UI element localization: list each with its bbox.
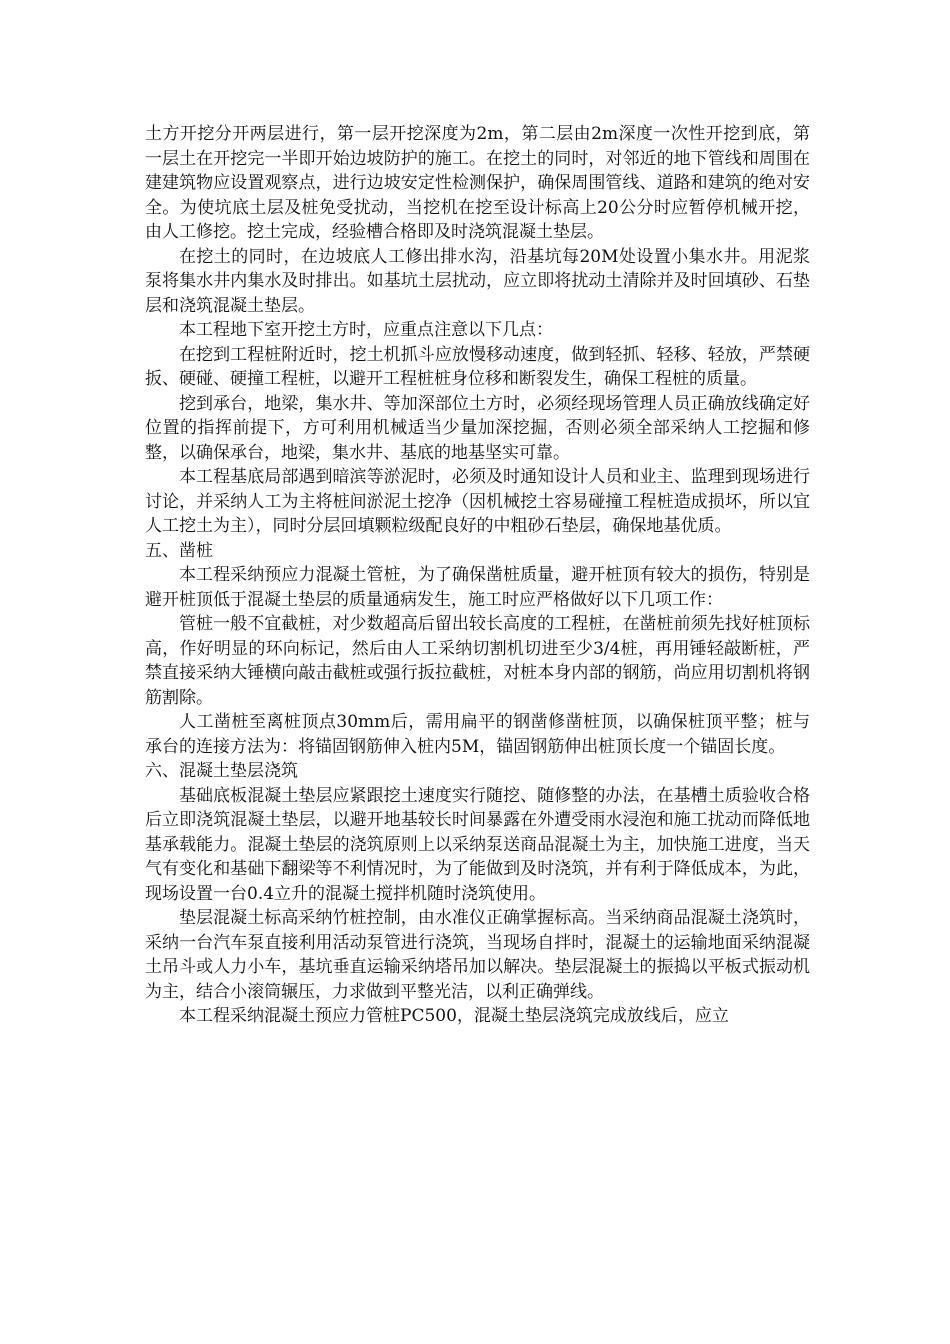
paragraph-3: 本工程地下室开挖土方时，应重点注意以下几点： [179,320,553,340]
paragraph-9: 人工凿桩至离桩顶点30mm后，需用扁平的钢凿修凿桩顶，以确保桩顶平整；桩与承台的连接方法为：将锚固钢筋伸入桩内5M，锚固钢筋伸出桩顶长度一个锚固长度。 [145,712,810,757]
paragraph-4: 在挖到工程桩附近时，挖土机抓斗应放慢移动速度，做到轻抓、轻移、轻放，严禁硬扳、硬碰、硬撞工程桩，以避开工程桩桩身位移和断裂发生，确保工程桩的质量。 [145,344,810,389]
paragraph-2: 在挖土的同时，在边坡底人工修出排水沟，沿基坑每20M处设置小集水井。用泥浆泵将集水井内集水及时排出。如基坑土层扰动，应立即将扰动土清除并及时回填砂、石垫层和浇筑混凝土垫层。 [145,246,810,316]
paragraph-6: 本工程基底局部遇到暗滨等淤泥时，必须及时通知设计人员和业主、监理到现场进行讨论，并采纳人工为主将桩间淤泥土挖净（因机械挖土容易碰撞工程桩造成损坏，所以宜人工挖土为主），同时分层回填颗粒级配良好的中粗砂石垫层，确保地基优质。 [145,467,810,536]
paragraph-7: 本工程采纳预应力混凝土管桩，为了确保凿桩质量，避开桩顶有较大的损伤，特别是避开桩顶低于混凝土垫层的质量通病发生，施工时应严格做好以下几项工作： [145,565,810,610]
paragraph-1: 土方开挖分开两层进行，第一层开挖深度为2m，第二层由2m深度一次性开挖到底，第一层土在开挖完一半即开始边坡防护的施工。在挖土的同时，对邻近的地下管线和周围在建建筑物应设置观察点，进行边坡安定性检测保护，确保周围管线、道路和建筑的绝对安全。为使坑底土层及桩免受扰动，当挖机在挖至设计标高上20公分时应暂停机械开挖，由人工修挖。挖土完成，经验槽合格即及时浇筑混凝土垫层。 [145,124,810,242]
paragraph-12: 本工程采纳混凝土预应力管桩PC500，混凝土垫层浇筑完成放线后，应立 [179,1006,729,1026]
paragraph-8: 管桩一般不宜截桩，对少数超高后留出较长高度的工程桩，在凿桩前须先找好桩顶标高，作好明显的环向标记，然后由人工采纳切割机切进至少3/4桩，再用锤轻敲断桩，严禁直接采纳大锤横向敲击截桩或强行扳拉截桩，对桩本身内部的钢筋，尚应用切割机将钢筋割除。 [145,614,810,708]
section-heading-5: 五、凿桩 [145,540,213,561]
document-body [145,122,810,1029]
paragraph-5: 挖到承台，地梁，集水井、等加深部位土方时，必须经现场管理人员正确放线确定好位置的指挥前提下，方可利用机械适当少量加深挖掘，否则必须全部采纳人工挖掘和修整，以确保承台，地梁，集水井、基底的地基坚实可靠。 [145,393,810,463]
paragraph-10: 基础底板混凝土垫层应紧跟挖土速度实行随挖、随修整的办法，在基槽土质验收合格后立即浇筑混凝土垫层，以避开地基较长时间暴露在外遭受雨水浸泡和施工扰动而降低地基承载能力。混凝土垫层的浇筑原则上以采纳泵送商品混凝土为主，加快施工进度，当天气有变化和基础下翻梁等不利情况时，为了能做到及时浇筑，并有利于降低成本，为此，现场设置一台0.4立升的混凝土搅拌机随时浇筑使用。 [145,785,810,904]
section-heading-6: 六、混凝土垫层浇筑 [145,761,298,781]
paragraph-11: 垫层混凝土标高采纳竹桩控制，由水准仪正确掌握标高。当采纳商品混凝土浇筑时，采纳一台汽车泵直接利用活动泵管进行浇筑，当现场自拌时，混凝土的运输地面采纳混凝土吊斗或人力小车，基坑垂直运输采纳塔吊加以解决。垫层混凝土的振捣以平板式振动机为主，结合小滚筒辗压，力求做到平整光洁，以利正确弹线。 [145,908,810,1002]
